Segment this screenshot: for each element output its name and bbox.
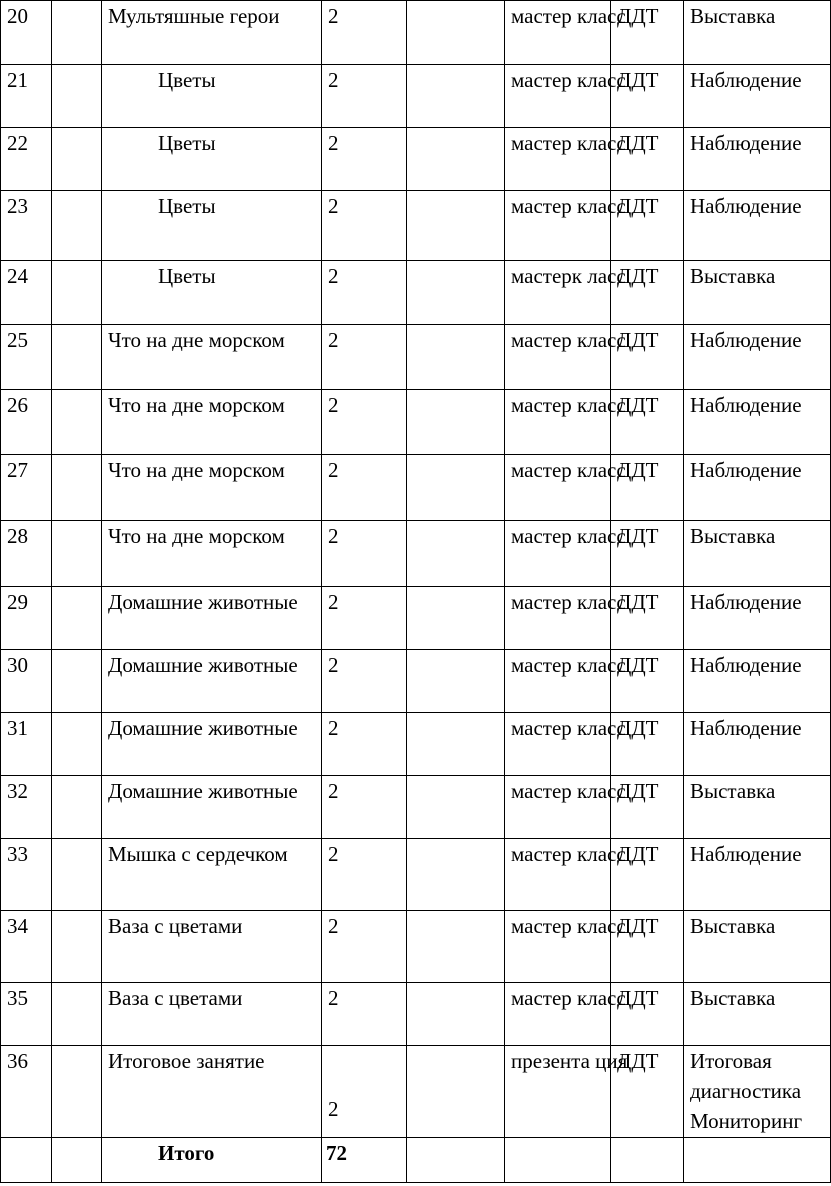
topic-cell: Домашние животные — [102, 650, 322, 713]
control-cell: Наблюдение — [684, 587, 831, 650]
topic-cell: Что на дне морском — [102, 455, 322, 521]
form-cell: мастер класс — [505, 911, 611, 983]
empty-cell — [407, 983, 505, 1046]
total-hours: 72 — [322, 1138, 407, 1183]
topic-cell — [102, 65, 322, 128]
empty-cell — [407, 455, 505, 521]
place-cell: ДДТ — [611, 839, 684, 911]
hours-cell: 2 — [322, 65, 407, 128]
place-cell: ДДТ — [611, 65, 684, 128]
row-number: 23 — [1, 191, 52, 261]
topic-cell: Домашние животные — [102, 713, 322, 776]
control-cell: Выставка — [684, 521, 831, 587]
row-number: 32 — [1, 776, 52, 839]
form-cell: презента ция — [505, 1046, 611, 1138]
empty-cell — [52, 1138, 102, 1183]
place-cell: ДДТ — [611, 650, 684, 713]
control-cell: Выставка — [684, 261, 831, 325]
hours-cell: 2 — [322, 390, 407, 455]
table-row — [1, 587, 831, 650]
date-cell — [52, 128, 102, 191]
row-number: 33 — [1, 839, 52, 911]
topic-cell: Ваза с цветами — [102, 983, 322, 1046]
topic-cell — [102, 261, 322, 325]
table-row — [1, 911, 831, 983]
date-cell — [52, 1046, 102, 1138]
place-cell: ДДТ — [611, 1046, 684, 1138]
date-cell — [52, 455, 102, 521]
form-cell: мастер класс — [505, 325, 611, 390]
place-cell: ДДТ — [611, 776, 684, 839]
hours-cell: 2 — [322, 455, 407, 521]
hours-cell: 2 — [322, 650, 407, 713]
empty-cell — [407, 325, 505, 390]
control-cell: Выставка — [684, 983, 831, 1046]
empty-cell — [407, 1046, 505, 1138]
hours-cell: 2 — [322, 911, 407, 983]
topic-cell: Домашние животные — [102, 587, 322, 650]
date-cell — [52, 325, 102, 390]
hours-cell: 2 — [322, 325, 407, 390]
empty-cell — [407, 261, 505, 325]
topic-cell — [102, 1, 322, 65]
hours-cell: 2 — [322, 776, 407, 839]
empty-cell — [611, 1138, 684, 1183]
table-row — [1, 521, 831, 587]
control-cell: Наблюдение — [684, 713, 831, 776]
place-cell: ДДТ — [611, 128, 684, 191]
topic-text: Цветы — [158, 264, 216, 288]
hours-cell: 2 — [322, 128, 407, 191]
topic-cell: Что на дне морском — [102, 521, 322, 587]
form-cell: мастер класс — [505, 587, 611, 650]
row-number: 36 — [1, 1046, 52, 1138]
hours-cell: 2 — [322, 191, 407, 261]
date-cell — [52, 713, 102, 776]
empty-cell — [407, 521, 505, 587]
place-cell: ДДТ — [611, 713, 684, 776]
row-number: 21 — [1, 65, 52, 128]
hours-cell: 2 — [322, 521, 407, 587]
table-row — [1, 261, 831, 325]
control-cell: Наблюдение — [684, 650, 831, 713]
hours-cell: 2 — [322, 983, 407, 1046]
row-number: 30 — [1, 650, 52, 713]
date-cell — [52, 587, 102, 650]
date-cell — [52, 521, 102, 587]
date-cell — [52, 983, 102, 1046]
control-cell: Выставка — [684, 1, 831, 65]
date-cell — [52, 65, 102, 128]
hours-cell: 2 — [322, 839, 407, 911]
hours-cell: 2 — [322, 587, 407, 650]
total-label-cell — [102, 1138, 322, 1183]
table-row — [1, 713, 831, 776]
empty-cell — [684, 1138, 831, 1183]
empty-cell — [407, 776, 505, 839]
empty-cell — [407, 390, 505, 455]
empty-cell — [407, 839, 505, 911]
empty-cell — [407, 191, 505, 261]
table-row — [1, 776, 831, 839]
hours-cell: 2 — [322, 1, 407, 65]
date-cell — [52, 1, 102, 65]
form-cell: мастер класс — [505, 713, 611, 776]
date-cell — [52, 390, 102, 455]
control-cell: Наблюдение — [684, 128, 831, 191]
table-row — [1, 65, 831, 128]
form-cell: мастер класс — [505, 983, 611, 1046]
date-cell — [52, 191, 102, 261]
table-row — [1, 650, 831, 713]
place-cell: ДДТ — [611, 325, 684, 390]
place-cell: ДДТ — [611, 261, 684, 325]
empty-cell — [407, 65, 505, 128]
form-cell: мастер класс — [505, 1, 611, 65]
date-cell — [52, 261, 102, 325]
topic-text: Мультяшные герои — [108, 4, 280, 28]
row-number: 29 — [1, 587, 52, 650]
control-cell: Выставка — [684, 911, 831, 983]
table-row — [1, 128, 831, 191]
form-cell: мастер класс — [505, 128, 611, 191]
row-number: 35 — [1, 983, 52, 1046]
control-cell: Выставка — [684, 776, 831, 839]
control-cell: Наблюдение — [684, 455, 831, 521]
topic-cell: Что на дне морском — [102, 325, 322, 390]
control-cell: Наблюдение — [684, 65, 831, 128]
place-cell: ДДТ — [611, 390, 684, 455]
place-cell: ДДТ — [611, 983, 684, 1046]
date-cell — [52, 650, 102, 713]
form-cell: мастер класс — [505, 65, 611, 128]
topic-cell: Что на дне морском — [102, 390, 322, 455]
form-cell: мастер класс — [505, 191, 611, 261]
control-cell: Наблюдение — [684, 191, 831, 261]
table-row — [1, 1046, 831, 1138]
control-cell: Наблюдение — [684, 390, 831, 455]
hours-cell: 2 — [322, 261, 407, 325]
table-row — [1, 983, 831, 1046]
form-cell: мастер класс — [505, 455, 611, 521]
topic-cell — [102, 191, 322, 261]
row-number: 20 — [1, 1, 52, 65]
control-cell: Итоговая диагностика Мониторинг — [684, 1046, 831, 1138]
topic-cell: Итоговое занятие — [102, 1046, 322, 1138]
empty-cell — [1, 1138, 52, 1183]
total-label: Итого — [158, 1141, 215, 1165]
empty-cell — [407, 713, 505, 776]
row-number: 34 — [1, 911, 52, 983]
place-cell: ДДТ — [611, 911, 684, 983]
topic-cell: Домашние животные — [102, 776, 322, 839]
topic-cell — [102, 128, 322, 191]
topic-text: Цветы — [158, 194, 216, 218]
place-cell: ДДТ — [611, 191, 684, 261]
place-cell: ДДТ — [611, 587, 684, 650]
empty-cell — [407, 911, 505, 983]
place-cell: ДДТ — [611, 521, 684, 587]
empty-cell — [407, 128, 505, 191]
row-number: 22 — [1, 128, 52, 191]
topic-cell: Ваза с цветами — [102, 911, 322, 983]
topic-cell: Мышка с сердечком — [102, 839, 322, 911]
date-cell — [52, 776, 102, 839]
row-number: 24 — [1, 261, 52, 325]
date-cell — [52, 911, 102, 983]
row-number: 27 — [1, 455, 52, 521]
table-row — [1, 455, 831, 521]
row-number: 31 — [1, 713, 52, 776]
form-cell: мастерк ласс — [505, 261, 611, 325]
date-cell — [52, 839, 102, 911]
form-cell: мастер класс — [505, 390, 611, 455]
topic-text: Цветы — [158, 131, 216, 155]
place-cell: ДДТ — [611, 1, 684, 65]
form-cell: мастер класс — [505, 650, 611, 713]
empty-cell — [407, 1, 505, 65]
form-cell: мастер класс — [505, 839, 611, 911]
row-number: 26 — [1, 390, 52, 455]
place-cell: ДДТ — [611, 455, 684, 521]
table-row — [1, 191, 831, 261]
row-number: 28 — [1, 521, 52, 587]
table-row — [1, 839, 831, 911]
table-row — [1, 1, 831, 65]
control-cell: Наблюдение — [684, 839, 831, 911]
topic-text: Цветы — [158, 68, 216, 92]
total-row — [1, 1138, 831, 1183]
hours-cell: 2 — [322, 1046, 407, 1138]
form-cell: мастер класс — [505, 521, 611, 587]
empty-cell — [407, 650, 505, 713]
control-cell: Наблюдение — [684, 325, 831, 390]
table-row — [1, 390, 831, 455]
row-number: 25 — [1, 325, 52, 390]
empty-cell — [505, 1138, 611, 1183]
empty-cell — [407, 587, 505, 650]
empty-cell — [407, 1138, 505, 1183]
form-cell: мастер класс — [505, 776, 611, 839]
table-row — [1, 325, 831, 390]
hours-cell: 2 — [322, 713, 407, 776]
